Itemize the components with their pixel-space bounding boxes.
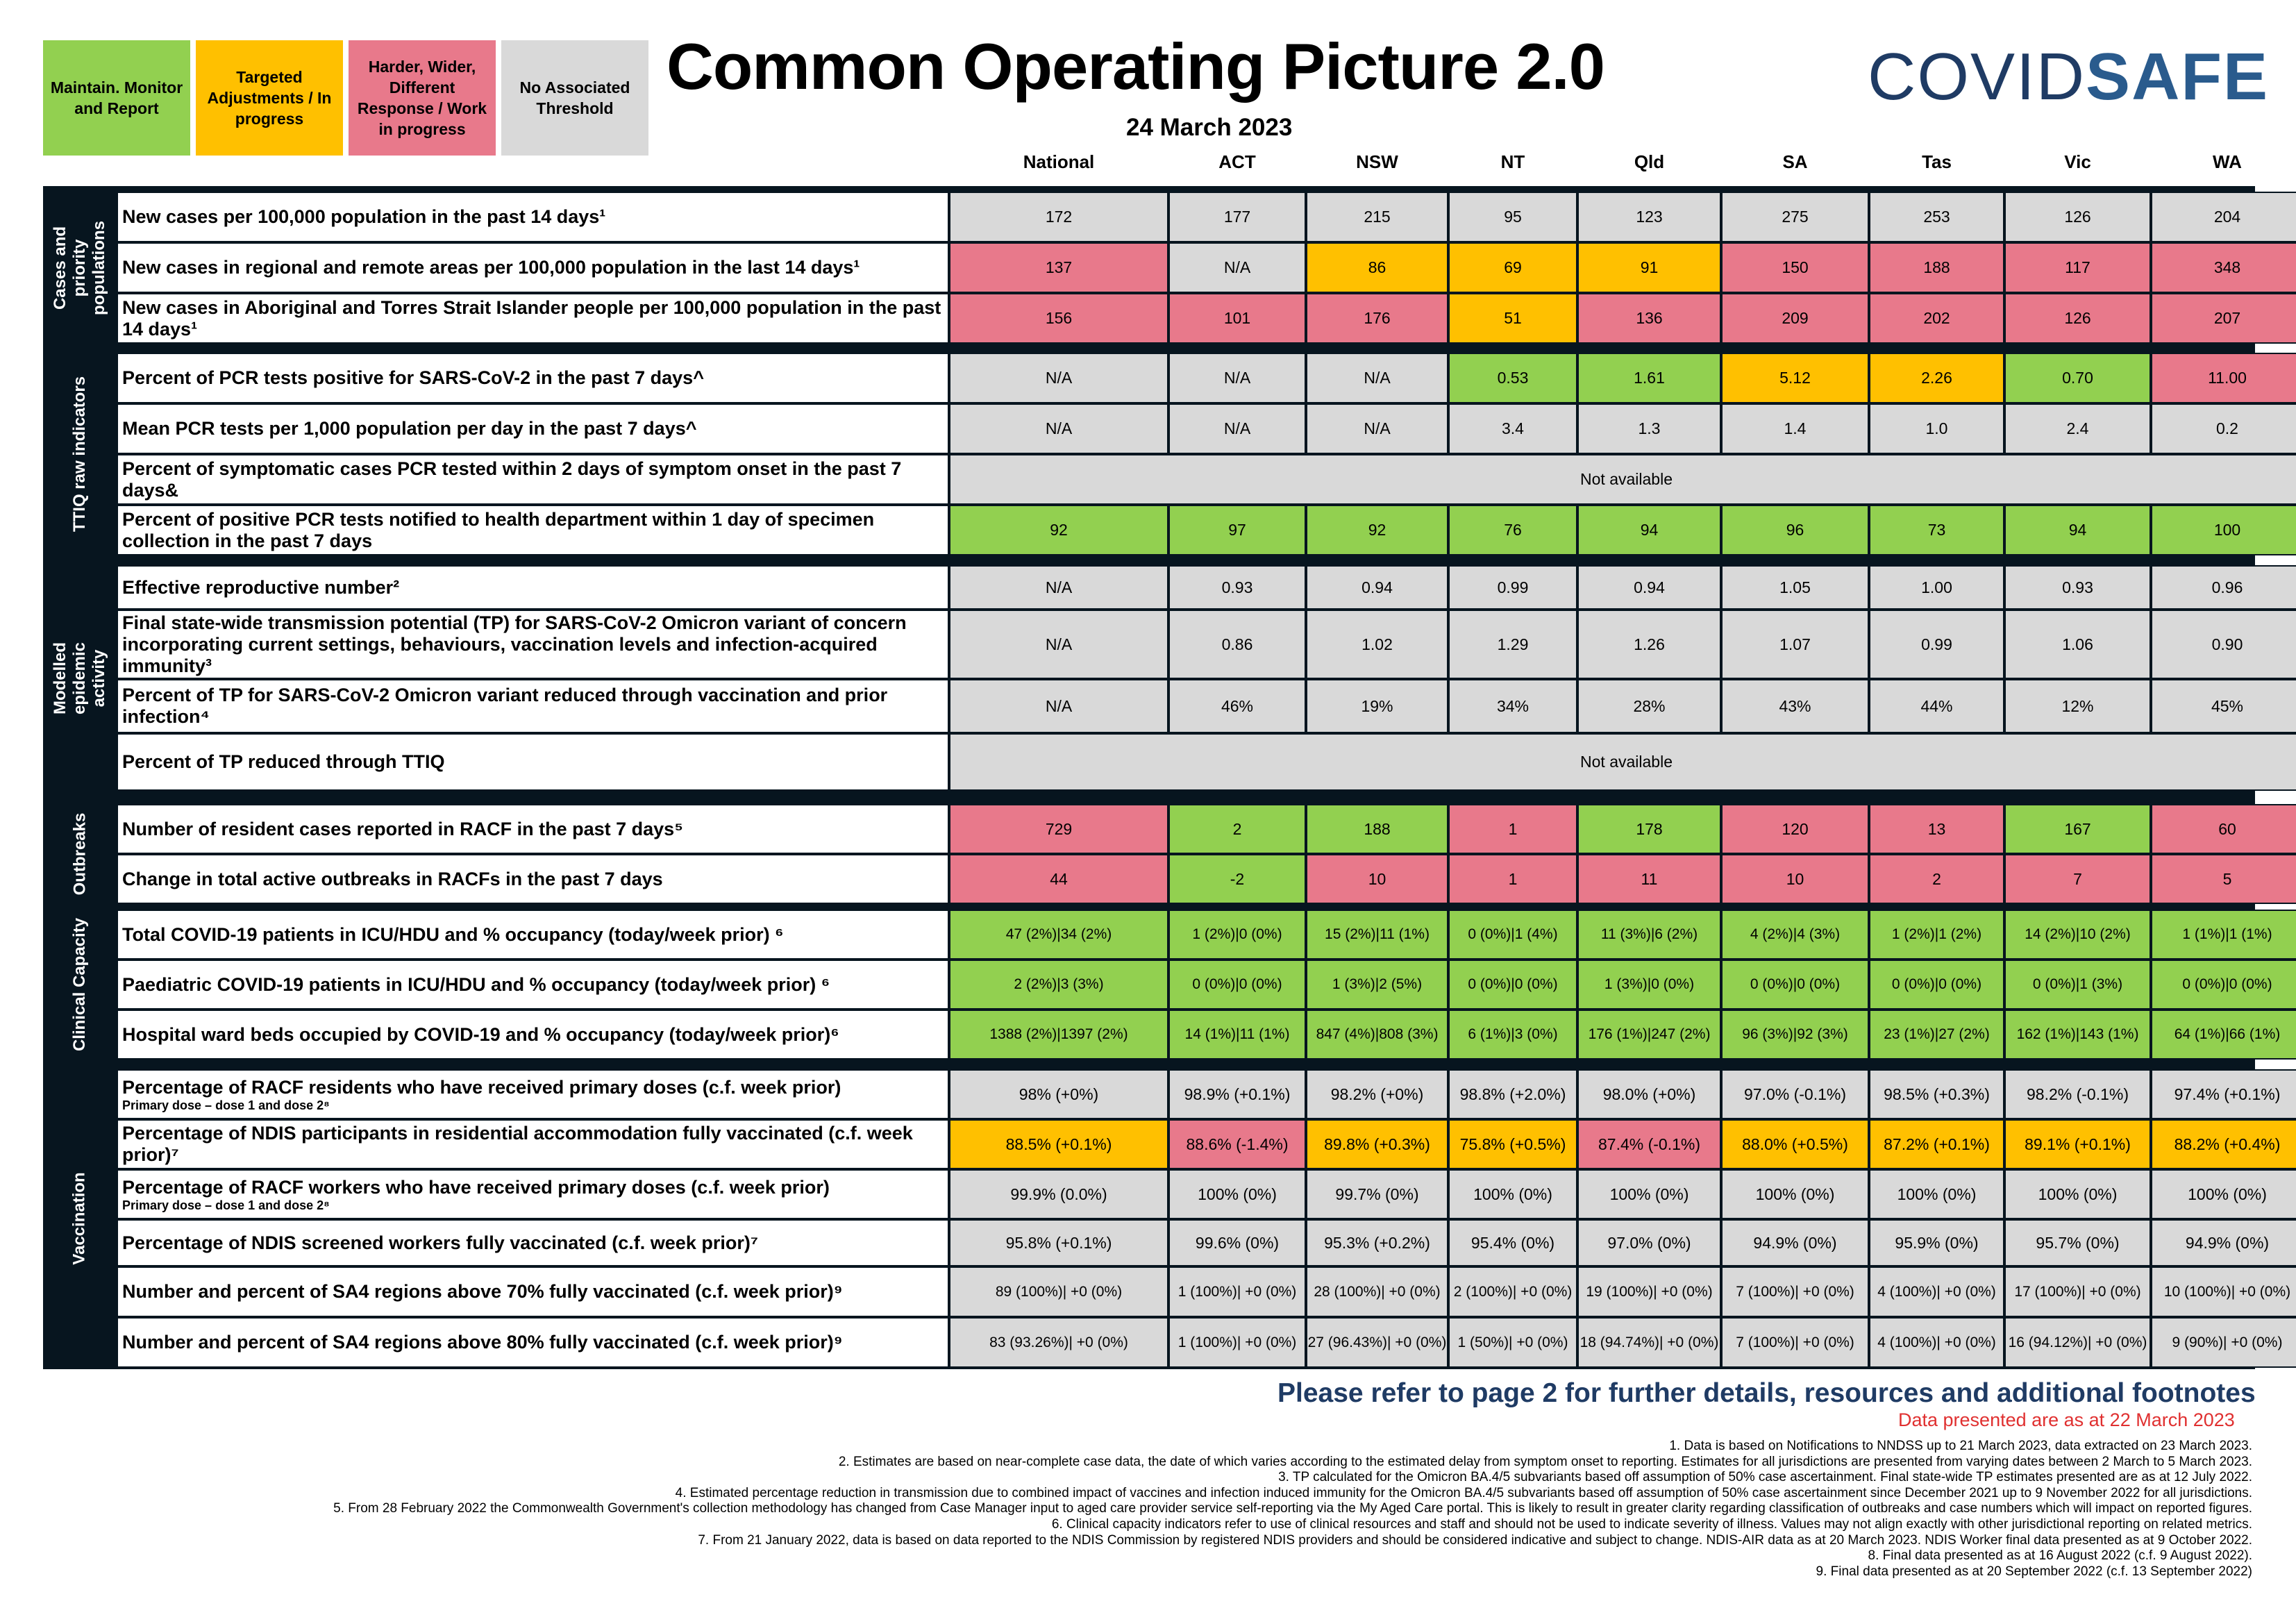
section-label (43, 192, 117, 344)
value-cell-national: 156 (949, 293, 1168, 344)
table-row (117, 192, 2248, 242)
column-headers (878, 151, 2267, 179)
value-cell-act: 1 (2%)|0 (0%) (1168, 910, 1306, 960)
footnote: 2. Estimates are based on near-complete case data, the date of which varies according to the estimated delay from symptom onset to reporting. Estimates for all jurisdictions are presented from varying dates between 2 March to 5 March 2023. (838, 1454, 2252, 1469)
indicator-text: Percent of PCR tests positive for SARS-CoV-2 in the past 7 days^ (122, 367, 704, 388)
value-cell-national: N/A (949, 565, 1168, 610)
legend-maintain: Maintain. Monitor and Report (43, 40, 190, 156)
indicator-label (117, 733, 949, 791)
value-cell-sa: 7 (100%)| +0 (0%) (1721, 1266, 1869, 1317)
value-cell-vic: 0.93 (2004, 565, 2151, 610)
value-cell-national: N/A (949, 403, 1168, 454)
value-cell-qld: 19 (100%)| +0 (0%) (1577, 1266, 1721, 1317)
value-cell-wa: 0.2 (2151, 403, 2296, 454)
indicator-label (117, 1119, 949, 1169)
value-cell-nt: 51 (1448, 293, 1577, 344)
value-cell-qld: 1.26 (1577, 610, 1721, 679)
value-cell-nsw: 19% (1306, 679, 1448, 733)
value-cell-wa: 10 (100%)| +0 (0%) (2151, 1266, 2296, 1317)
table-row (117, 854, 2248, 904)
indicator-text: Percentage of RACF workers who have received primary doses (c.f. week prior) (122, 1176, 830, 1198)
value-cell-national: N/A (949, 679, 1168, 733)
indicator-label (117, 454, 949, 505)
indicator-text: Total COVID-19 patients in ICU/HDU and % occupancy (today/week prior) ⁶ (122, 923, 784, 945)
value-cell-qld: 97.0% (0%) (1577, 1219, 1721, 1266)
value-cell-qld: 28% (1577, 679, 1721, 733)
value-cell-act: N/A (1168, 242, 1306, 293)
value-cell-qld: 176 (1%)|247 (2%) (1577, 1010, 1721, 1060)
value-cell-sa: 1.07 (1721, 610, 1869, 679)
indicator-label (117, 804, 949, 854)
section-vaccination (43, 1069, 2291, 1368)
value-cell-national: 99.9% (0.0%) (949, 1169, 1168, 1219)
indicator-label (117, 1219, 949, 1266)
footnote: 7. From 21 January 2022, data is based on data reported to the NDIS Commission by registered NDIS providers and should be considered indicative and subject to change. NDIS-AIR data as at 20 March 2023. NDIS Worker final data presented as at 9 October 2022. (698, 1532, 2252, 1548)
footnote: 3. TP calculated for the Omicron BA.4/5 subvariants based off assumption of 50% case ascertainment. Final state-wide TP estimates presented are as at 12 July 2022. (1278, 1470, 2252, 1485)
value-cell-wa: 0 (0%)|0 (0%) (2151, 960, 2296, 1010)
footnote: 4. Estimated percentage reduction in transmission due to combined impact of vaccines and infection induced immunity for the Omicron BA.4/5 subvariants based off assumption of 50% case ascertainment since December 2021 up to 9 November 2022 for all jurisdictions. (675, 1485, 2252, 1500)
value-cell-tas: 1 (2%)|1 (2%) (1869, 910, 2004, 960)
value-cell-tas: 100% (0%) (1869, 1169, 2004, 1219)
value-cell-wa: 9 (90%)| +0 (0%) (2151, 1317, 2296, 1368)
value-cell-nt: 98.8% (+2.0%) (1448, 1069, 1577, 1119)
section-label-text: TTIQ raw indicators (70, 376, 90, 533)
legend-harder: Harder, Wider, Different Response / Work in progress (349, 40, 496, 156)
section-outbreaks (43, 804, 2255, 904)
value-cell-tas: 253 (1869, 192, 2004, 242)
value-cell-act: 88.6% (-1.4%) (1168, 1119, 1306, 1169)
value-cell-act: 100% (0%) (1168, 1169, 1306, 1219)
indicator-label (117, 960, 949, 1010)
indicator-label (117, 505, 949, 555)
value-cell-national: 89 (100%)| +0 (0%) (949, 1266, 1168, 1317)
table-row (117, 679, 2248, 733)
value-cell-national: N/A (949, 610, 1168, 679)
value-cell-act: 97 (1168, 505, 1306, 555)
table-row (117, 1266, 2291, 1317)
column-header-sa: SA (1782, 151, 1808, 172)
value-cell-vic: 100% (0%) (2004, 1169, 2151, 1219)
value-cell-nt: 1.29 (1448, 610, 1577, 679)
value-cell-nt: 1 (1448, 854, 1577, 904)
value-cell-act: 2 (1168, 804, 1306, 854)
value-cell-sa: 7 (100%)| +0 (0%) (1721, 1317, 1869, 1368)
value-cell-sa: 96 (3%)|92 (3%) (1721, 1010, 1869, 1060)
value-cell-national: 88.5% (+0.1%) (949, 1119, 1168, 1169)
value-cell-wa: 11.00 (2151, 353, 2296, 403)
indicator-text: Number and percent of SA4 regions above 70% fully vaccinated (c.f. week prior)⁹ (122, 1281, 843, 1302)
section-label-text: Outbreaks (70, 812, 89, 896)
indicator-text: Percent of TP reduced through TTIQ (122, 751, 445, 772)
value-cell-act: 1 (100%)| +0 (0%) (1168, 1317, 1306, 1368)
value-cell-wa: 5 (2151, 854, 2296, 904)
page-title: Common Operating Picture 2.0 (667, 30, 1604, 103)
indicator-label (117, 1010, 949, 1060)
indicator-subtext: Primary dose – dose 1 and dose 2⁸ (122, 1198, 330, 1212)
indicator-label (117, 403, 949, 454)
value-cell-nsw: 15 (2%)|11 (1%) (1306, 910, 1448, 960)
value-cell-act: N/A (1168, 403, 1306, 454)
value-cell-nt: 0.53 (1448, 353, 1577, 403)
table-row (117, 293, 2248, 344)
indicator-label (117, 610, 949, 679)
value-cell-tas: 73 (1869, 505, 2004, 555)
value-cell-tas: 98.5% (+0.3%) (1869, 1069, 2004, 1119)
indicator-text: Hospital ward beds occupied by COVID-19 and % occupancy (today/week prior)⁶ (122, 1023, 839, 1045)
column-header-tas: Tas (1922, 151, 1952, 172)
value-cell-national: 1388 (2%)|1397 (2%) (949, 1010, 1168, 1060)
value-cell-tas: 1.00 (1869, 565, 2004, 610)
data-as-at: Data presented are as at 22 March 2023 (1898, 1409, 2235, 1430)
value-cell-tas: 202 (1869, 293, 2004, 344)
table-row (117, 610, 2248, 679)
section-label (43, 804, 117, 904)
value-cell-vic: 89.1% (+0.1%) (2004, 1119, 2151, 1169)
indicator-label (117, 679, 949, 733)
value-cell-wa: 94.9% (0%) (2151, 1219, 2296, 1266)
value-cell-tas: 2.26 (1869, 353, 2004, 403)
indicator-label (117, 1169, 949, 1219)
value-cell-qld: 98.0% (+0%) (1577, 1069, 1721, 1119)
value-cell-qld: 1.3 (1577, 403, 1721, 454)
column-header-national: National (1023, 151, 1095, 172)
value-cell-vic: 117 (2004, 242, 2151, 293)
legend-targeted: Targeted Adjustments / In progress (196, 40, 343, 156)
value-cell-tas: 188 (1869, 242, 2004, 293)
value-cell-act: 0.86 (1168, 610, 1306, 679)
value-cell-national: 98% (+0%) (949, 1069, 1168, 1119)
indicator-text: Percentage of NDIS screened workers fully vaccinated (c.f. week prior)⁷ (122, 1232, 758, 1253)
indicator-label (117, 910, 949, 960)
section-label (43, 1069, 117, 1368)
value-cell-nsw: 99.7% (0%) (1306, 1169, 1448, 1219)
value-cell-act: 0 (0%)|0 (0%) (1168, 960, 1306, 1010)
value-cell-nt: 95 (1448, 192, 1577, 242)
value-cell-nsw: 176 (1306, 293, 1448, 344)
section-cases-and-priority-populations (43, 192, 2255, 344)
value-cell-sa: 88.0% (+0.5%) (1721, 1119, 1869, 1169)
value-cell-qld: 91 (1577, 242, 1721, 293)
value-cell-act: 1 (100%)| +0 (0%) (1168, 1266, 1306, 1317)
table-row (117, 454, 2248, 505)
value-cell-nsw: 188 (1306, 804, 1448, 854)
footnote: 9. Final data presented as at 20 September 2022 (c.f. 13 September 2022) (1816, 1564, 2252, 1579)
value-cell-vic: 16 (94.12%)| +0 (0%) (2004, 1317, 2151, 1368)
column-header-act: ACT (1218, 151, 1256, 172)
column-header-nsw: NSW (1356, 151, 1398, 172)
indicator-text: Effective reproductive number² (122, 576, 400, 598)
indicator-text: Number of resident cases reported in RACF in the past 7 days⁵ (122, 818, 683, 839)
value-cell-nt: 2 (100%)| +0 (0%) (1448, 1266, 1577, 1317)
value-cell-wa: 97.4% (+0.1%) (2151, 1069, 2296, 1119)
indicator-label (117, 1317, 949, 1368)
indicator-text: Percent of TP for SARS-CoV-2 Omicron variant reduced through vaccination and prior infection⁴ (122, 685, 888, 727)
value-cell-sa: 0 (0%)|0 (0%) (1721, 960, 1869, 1010)
value-cell-act: 14 (1%)|11 (1%) (1168, 1010, 1306, 1060)
indicator-label (117, 854, 949, 904)
value-cell-national: 47 (2%)|34 (2%) (949, 910, 1168, 960)
value-cell-nsw: 215 (1306, 192, 1448, 242)
table-row (117, 565, 2248, 610)
value-cell-national: 44 (949, 854, 1168, 904)
value-cell-tas: 13 (1869, 804, 2004, 854)
indicator-text: Number and percent of SA4 regions above 80% fully vaccinated (c.f. week prior)⁹ (122, 1332, 843, 1353)
value-cell-vic: 98.2% (-0.1%) (2004, 1069, 2151, 1119)
value-cell-vic: 7 (2004, 854, 2151, 904)
value-cell-qld: 1.61 (1577, 353, 1721, 403)
value-cell-wa: 64 (1%)|66 (1%) (2151, 1010, 2296, 1060)
table-row (117, 960, 2272, 1010)
table-row (117, 1169, 2267, 1219)
value-cell-nsw: 98.2% (+0%) (1306, 1069, 1448, 1119)
indicator-text: Final state-wide transmission potential (TP) for SARS-CoV-2 Omicron variant of concern incorporating current settings, behaviours, vaccination levels and infection-acquired immunity³ (122, 612, 907, 676)
indicator-text: Mean PCR tests per 1,000 population per day in the past 7 days^ (122, 418, 697, 439)
value-cell-vic: 0 (0%)|1 (3%) (2004, 960, 2151, 1010)
legend-no-threshold: No Associated Threshold (501, 40, 648, 156)
value-cell-nsw: 1 (3%)|2 (5%) (1306, 960, 1448, 1010)
footnotes (72, 1439, 2252, 1580)
section-modelled-epidemic-activity (43, 565, 2255, 791)
value-cell-tas: 4 (100%)| +0 (0%) (1869, 1266, 2004, 1317)
value-cell-qld: 11 (1577, 854, 1721, 904)
value-cell-qld: 18 (94.74%)| +0 (0%) (1577, 1317, 1721, 1368)
indicator-label (117, 1266, 949, 1317)
indicator-text: Paediatric COVID-19 patients in ICU/HDU and % occupancy (today/week prior) ⁶ (122, 973, 830, 995)
value-cell-sa: 43% (1721, 679, 1869, 733)
table-row (117, 1219, 2270, 1266)
value-cell-tas: 0 (0%)|0 (0%) (1869, 960, 2004, 1010)
value-cell-nsw: 1.02 (1306, 610, 1448, 679)
value-cell-sa: 120 (1721, 804, 1869, 854)
indicator-text: New cases in Aboriginal and Torres Strait Islander people per 100,000 population in the past 14 days¹ (122, 296, 941, 340)
value-cell-wa: 204 (2151, 192, 2296, 242)
section-ttiq-raw-indicators (43, 353, 2255, 555)
table-row (117, 1069, 2281, 1119)
value-cell-qld: 11 (3%)|6 (2%) (1577, 910, 1721, 960)
value-cell-vic: 14 (2%)|10 (2%) (2004, 910, 2151, 960)
indicator-label (117, 293, 949, 344)
value-cell-nt: 6 (1%)|3 (0%) (1448, 1010, 1577, 1060)
value-cell-wa: 100% (0%) (2151, 1169, 2296, 1219)
value-cell-tas: 23 (1%)|27 (2%) (1869, 1010, 2004, 1060)
value-cell-vic: 95.7% (0%) (2004, 1219, 2151, 1266)
value-cell-national: 92 (949, 505, 1168, 555)
value-cell-nsw: 92 (1306, 505, 1448, 555)
value-cell-nsw: N/A (1306, 353, 1448, 403)
column-header-qld: Qld (1634, 151, 1665, 172)
value-cell-act: 101 (1168, 293, 1306, 344)
value-cell-nt: 0 (0%)|0 (0%) (1448, 960, 1577, 1010)
value-cell-nsw: 86 (1306, 242, 1448, 293)
value-cell-nt: 0 (0%)|1 (4%) (1448, 910, 1577, 960)
value-cell-nt: 76 (1448, 505, 1577, 555)
legend (43, 40, 648, 156)
footnote: 1. Data is based on Notifications to NNDSS up to 21 March 2023, data extracted on 23 March 2023. (1669, 1439, 2252, 1453)
value-cell-nt: 75.8% (+0.5%) (1448, 1119, 1577, 1169)
value-cell-not-available: Not available (949, 454, 2296, 505)
value-cell-nsw: 0.94 (1306, 565, 1448, 610)
table-row (117, 1010, 2281, 1060)
section-label-text: Cases and priority populations (51, 220, 109, 315)
value-cell-nt: 1 (50%)| +0 (0%) (1448, 1317, 1577, 1368)
section-label-text: Clinical Capacity (70, 917, 90, 1052)
value-cell-nt: 3.4 (1448, 403, 1577, 454)
value-cell-sa: 97.0% (-0.1%) (1721, 1069, 1869, 1119)
indicator-text: New cases per 100,000 population in the past 14 days¹ (122, 206, 606, 227)
indicator-text: Percentage of RACF residents who have received primary doses (c.f. week prior) (122, 1076, 841, 1098)
value-cell-sa: 5.12 (1721, 353, 1869, 403)
value-cell-nt: 34% (1448, 679, 1577, 733)
value-cell-nt: 1 (1448, 804, 1577, 854)
indicator-text: Percentage of NDIS participants in residential accommodation fully vaccinated (c.f. week prior)⁷ (122, 1123, 913, 1165)
column-header-wa: WA (2213, 151, 2242, 172)
table-row (117, 403, 2248, 454)
value-cell-qld: 87.4% (-0.1%) (1577, 1119, 1721, 1169)
value-cell-tas: 4 (100%)| +0 (0%) (1869, 1317, 2004, 1368)
value-cell-tas: 87.2% (+0.1%) (1869, 1119, 2004, 1169)
value-cell-vic: 94 (2004, 505, 2151, 555)
value-cell-qld: 100% (0%) (1577, 1169, 1721, 1219)
value-cell-act: N/A (1168, 353, 1306, 403)
indicator-subtext: Primary dose – dose 1 and dose 2⁸ (122, 1098, 330, 1112)
table-row (117, 910, 2272, 960)
value-cell-sa: 150 (1721, 242, 1869, 293)
value-cell-wa: 1 (1%)|1 (1%) (2151, 910, 2296, 960)
value-cell-nsw: 847 (4%)|808 (3%) (1306, 1010, 1448, 1060)
table-row (117, 353, 2248, 403)
section-label (43, 565, 117, 791)
table-row (117, 1119, 2281, 1169)
indicator-text: Percent of positive PCR tests notified to health department within 1 day of specimen collection in the past 7 days (122, 508, 875, 551)
value-cell-sa: 94.9% (0%) (1721, 1219, 1869, 1266)
value-cell-nt: 69 (1448, 242, 1577, 293)
value-cell-wa: 88.2% (+0.4%) (2151, 1119, 2296, 1169)
indicator-text: Percent of symptomatic cases PCR tested within 2 days of symptom onset in the past 7 days& (122, 458, 902, 501)
section-label (43, 353, 117, 555)
section-clinical-capacity (43, 910, 2281, 1060)
value-cell-wa: 207 (2151, 293, 2296, 344)
value-cell-wa: 0.90 (2151, 610, 2296, 679)
value-cell-tas: 44% (1869, 679, 2004, 733)
value-cell-vic: 126 (2004, 192, 2151, 242)
value-cell-qld: 0.94 (1577, 565, 1721, 610)
table-row (117, 505, 2248, 555)
value-cell-sa: 4 (2%)|4 (3%) (1721, 910, 1869, 960)
value-cell-act: 0.93 (1168, 565, 1306, 610)
value-cell-sa: 1.4 (1721, 403, 1869, 454)
indicator-label (117, 1069, 949, 1119)
value-cell-national: 137 (949, 242, 1168, 293)
section-label-text: Vaccination (70, 1172, 90, 1265)
value-cell-act: 46% (1168, 679, 1306, 733)
value-cell-wa: 348 (2151, 242, 2296, 293)
covidsafe-logo: COVIDSAFE (1868, 40, 2270, 114)
value-cell-vic: 1.06 (2004, 610, 2151, 679)
indicator-text: New cases in regional and remote areas per 100,000 population in the last 14 days¹ (122, 257, 860, 278)
value-cell-nt: 100% (0%) (1448, 1169, 1577, 1219)
value-cell-nsw: 89.8% (+0.3%) (1306, 1119, 1448, 1169)
value-cell-qld: 136 (1577, 293, 1721, 344)
value-cell-wa: 100 (2151, 505, 2296, 555)
value-cell-sa: 96 (1721, 505, 1869, 555)
indicator-label (117, 565, 949, 610)
value-cell-sa: 275 (1721, 192, 1869, 242)
indicator-label (117, 353, 949, 403)
value-cell-act: 99.6% (0%) (1168, 1219, 1306, 1266)
value-cell-wa: 60 (2151, 804, 2296, 854)
value-cell-nsw: N/A (1306, 403, 1448, 454)
column-header-nt: NT (1500, 151, 1525, 172)
section-label (43, 910, 117, 1060)
value-cell-vic: 126 (2004, 293, 2151, 344)
indicator-text: Change in total active outbreaks in RACFs in the past 7 days (122, 868, 663, 889)
value-cell-act: 98.9% (+0.1%) (1168, 1069, 1306, 1119)
indicator-label (117, 192, 949, 242)
value-cell-vic: 0.70 (2004, 353, 2151, 403)
value-cell-vic: 12% (2004, 679, 2151, 733)
refer-note: Please refer to page 2 for further details, resources and additional footnotes (1277, 1378, 2256, 1408)
value-cell-tas: 95.9% (0%) (1869, 1219, 2004, 1266)
value-cell-national: 172 (949, 192, 1168, 242)
value-cell-act: 177 (1168, 192, 1306, 242)
value-cell-nsw: 10 (1306, 854, 1448, 904)
value-cell-tas: 1.0 (1869, 403, 2004, 454)
section-label-text: Modelled epidemic activity (51, 642, 108, 714)
value-cell-vic: 17 (100%)| +0 (0%) (2004, 1266, 2151, 1317)
value-cell-nt: 95.4% (0%) (1448, 1219, 1577, 1266)
value-cell-qld: 94 (1577, 505, 1721, 555)
value-cell-act: -2 (1168, 854, 1306, 904)
value-cell-vic: 167 (2004, 804, 2151, 854)
indicator-label (117, 242, 949, 293)
indicator-table (43, 186, 2291, 1369)
value-cell-qld: 178 (1577, 804, 1721, 854)
column-header-vic: Vic (2064, 151, 2091, 172)
table-row (117, 733, 2248, 791)
table-row (117, 1317, 2283, 1368)
value-cell-nsw: 28 (100%)| +0 (0%) (1306, 1266, 1448, 1317)
value-cell-sa: 10 (1721, 854, 1869, 904)
value-cell-wa: 45% (2151, 679, 2296, 733)
table-row (117, 242, 2248, 293)
value-cell-tas: 0.99 (1869, 610, 2004, 679)
value-cell-sa: 100% (0%) (1721, 1169, 1869, 1219)
table-row (117, 804, 2248, 854)
footnote: 8. Final data presented as at 16 August 2022 (c.f. 9 August 2022). (1868, 1548, 2252, 1564)
value-cell-qld: 1 (3%)|0 (0%) (1577, 960, 1721, 1010)
value-cell-sa: 209 (1721, 293, 1869, 344)
footnote: 6. Clinical capacity indicators refer to use of clinical resources and staff and should not be used to indicate severity of illness. Values may not align exactly with other jurisdictional reporting on related metrics. (1051, 1516, 2252, 1532)
value-cell-nsw: 27 (96.43%)| +0 (0%) (1306, 1317, 1448, 1368)
value-cell-qld: 123 (1577, 192, 1721, 242)
value-cell-wa: 0.96 (2151, 565, 2296, 610)
value-cell-vic: 2.4 (2004, 403, 2151, 454)
value-cell-not-available: Not available (949, 733, 2296, 791)
value-cell-national: 95.8% (+0.1%) (949, 1219, 1168, 1266)
value-cell-tas: 2 (1869, 854, 2004, 904)
value-cell-nt: 0.99 (1448, 565, 1577, 610)
value-cell-vic: 162 (1%)|143 (1%) (2004, 1010, 2151, 1060)
value-cell-sa: 1.05 (1721, 565, 1869, 610)
value-cell-nsw: 95.3% (+0.2%) (1306, 1219, 1448, 1266)
value-cell-national: 729 (949, 804, 1168, 854)
report-date: 24 March 2023 (1126, 114, 1293, 141)
value-cell-national: N/A (949, 353, 1168, 403)
value-cell-national: 83 (93.26%)| +0 (0%) (949, 1317, 1168, 1368)
footnote: 5. From 28 February 2022 the Commonwealth Government's collection methodology has changed from Case Manager input to aged care provider service self-reporting via the My Aged Care portal. This is likely to result in greater clarity regarding classification of outbreaks and case numbers which will impact on reported figures. (333, 1501, 2252, 1516)
value-cell-national: 2 (2%)|3 (3%) (949, 960, 1168, 1010)
